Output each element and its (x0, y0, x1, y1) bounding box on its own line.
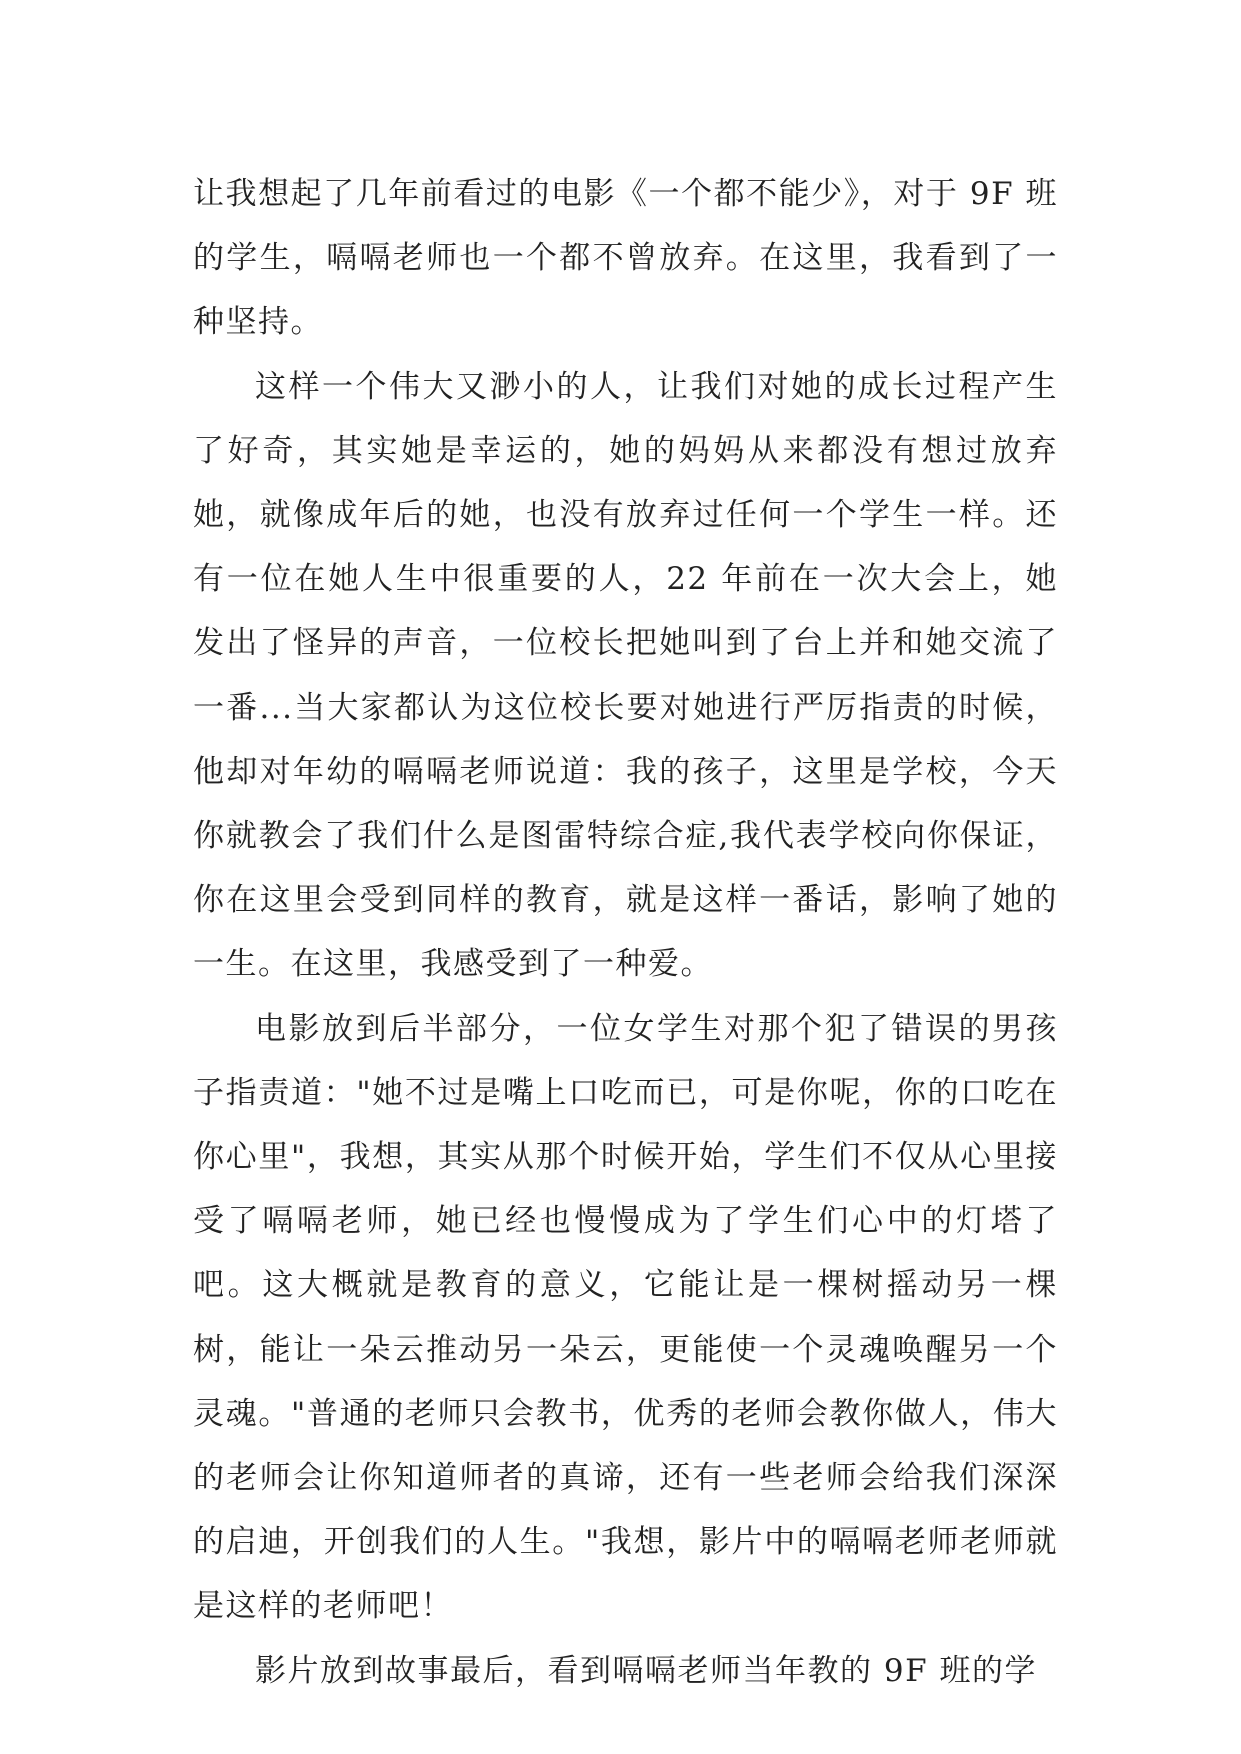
paragraph-4: 影片放到故事最后，看到嗝嗝老师当年教的 9F 班的学 (255, 1652, 1037, 1689)
paragraph-2: 这样一个伟大又渺小的人，让我们对她的成长过程产生了好奇，其实她是幸运的，她的妈妈从来都没有想过放弃她，就像成年后的她，也没有放弃过任何一个学生一样。还有一位在她人生中很重要的人，22 年前在一次大会上，她发出了怪异的声音，一位校长把她叫到了台上并和她交流了一番...当大家都认为这位校长要对她进行严厉指责的时候，他却对年幼的嗝嗝老师说道：我的孩子，这里是学校，今天你就教会了我们什么是图雷特综合症,我代表学校向你保证，你在这里会受到同样的教育，就是这样一番话，影响了她的一生。在这里，我感受到了一种爱。 (193, 368, 1058, 983)
paragraph-1: 让我想起了几年前看过的电影《一个都不能少》，对于 9F 班的学生，嗝嗝老师也一个都不曾放弃。在这里，我看到了一种坚持。 (193, 176, 1058, 341)
document-body (193, 162, 1058, 1703)
paragraph-3: 电影放到后半部分，一位女学生对那个犯了错误的男孩子指责道："她不过是嘴上口吃而已，可是你呢，你的口吃在你心里"，我想，其实从那个时候开始，学生们不仅从心里接受了嗝嗝老师，她已经也慢慢成为了学生们心中的灯塔了吧。这大概就是教育的意义，它能让是一棵树摇动另一棵树，能让一朵云推动另一朵云，更能使一个灵魂唤醒另一个灵魂。"普通的老师只会教书，优秀的老师会教你做人，伟大的老师会让你知道师者的真谛，还有一些老师会给我们深深的启迪，开创我们的人生。"我想，影片中的嗝嗝老师老师就是这样的老师吧！ (193, 1010, 1058, 1625)
